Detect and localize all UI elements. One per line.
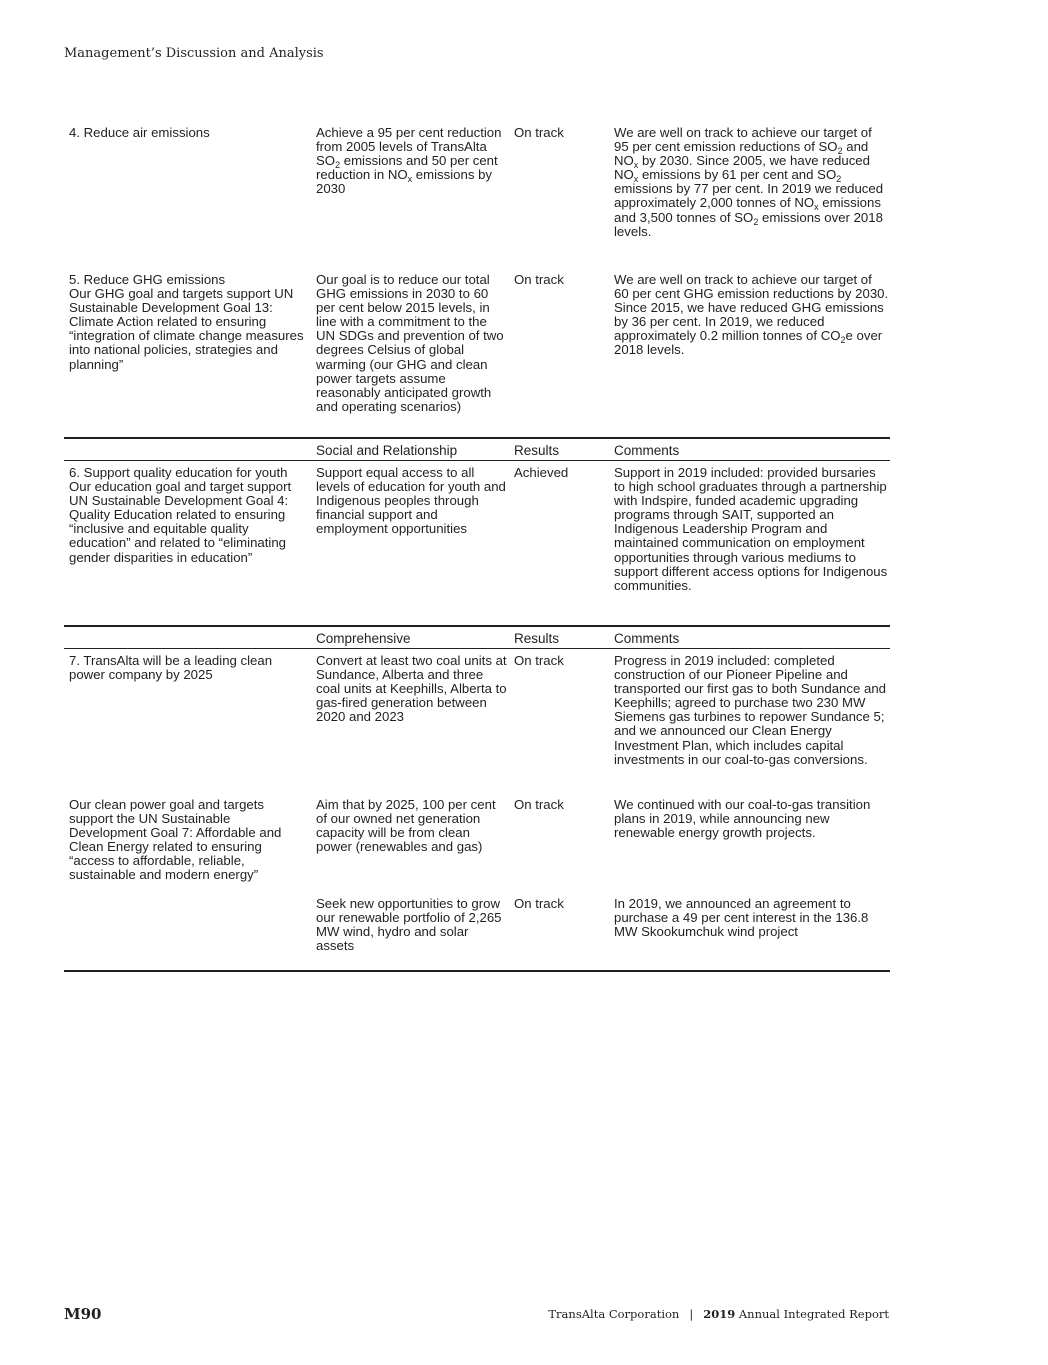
goal-ghg-description: Our GHG goal and targets support UN Sustainable Development Goal 13: Climate Action related to ensuring “integration of climate change measures into national policies, strategies and planning” <box>69 286 304 372</box>
status-ghg-emissions: On track <box>514 272 564 287</box>
section-header-rule <box>64 648 890 649</box>
comment-ghg-emissions: We are well on track to achieve our target of 60 per cent GHG emission reductions by 2030. Since 2015, we have reduced GHG emissions by 36 per cent. In 2019, we reduced approximately 0.2 million tonnes of $CO_2e$ over 2018 levels. <box>614 272 889 358</box>
comment-coal-to-gas: Progress in 2019 included: completed construction of our Pioneer Pipeline and transported our first gas to both Sundance and Keephills; agreed to purchase two 230 MW Siemens gas turbines to repower Sundance 5; and we announced our Clean Energy Investment Plan, which includes capital investments in our coal-to-gas conversions. <box>614 653 886 767</box>
target-clean-capacity: Aim that by 2025, 100 per cent of our owned net generation capacity will be from clean power (renewables and gas) <box>316 797 496 855</box>
goal-clean-power-sdg: Our clean power goal and targets support the UN Sustainable Development Goal 7: Affordable and Clean Energy related to ensuring “access to affordable, reliable, sustainable and modern energy” <box>69 797 282 883</box>
section-header-category: Social and Relationship <box>316 443 458 458</box>
footer-company: TransAlta Corporation <box>548 1307 680 1321</box>
footer-report-info <box>548 1307 889 1321</box>
section-header-comments: Comments <box>614 631 680 646</box>
goal-education-description: Our education goal and target support UN Sustainable Development Goal 4: Quality Education related to ensuring “inclusive and equitable quality education” and related to “eliminating gender disparities in education” <box>69 479 292 565</box>
section-rule-top <box>64 625 890 627</box>
status-quality-education: Achieved <box>514 465 569 480</box>
goal-education-title: 6. Support quality education for youth <box>69 465 288 480</box>
target-air-emissions: Achieve a 95 per cent reduction from 2005 levels of TransAlta $SO_2$ emissions and 50 per cent reduction in $NO_x$ emissions by 2030 <box>316 125 502 197</box>
section-header-comments: Comments <box>614 443 680 458</box>
goal-ghg-emissions <box>69 273 307 372</box>
page-number: M90 <box>64 1305 102 1323</box>
footer-separator: | <box>689 1307 694 1321</box>
comment-clean-capacity: We continued with our coal-to-gas transition plans in 2019, while announcing new renewable energy growth projects. <box>614 797 871 841</box>
status-renewable-portfolio: On track <box>514 896 564 911</box>
footer-report-name: Annual Integrated Report <box>738 1307 889 1321</box>
goal-ghg-title: 5. Reduce GHG emissions <box>69 272 226 287</box>
table-bottom-rule <box>64 970 890 972</box>
goal-air-emissions: 4. Reduce air emissions <box>69 125 210 140</box>
target-coal-to-gas: Convert at least two coal units at Sundance, Alberta and three coal units at Keephills, Alberta to gas-fired generation between 2020 and 2023 <box>316 653 507 725</box>
status-clean-capacity: On track <box>514 797 564 812</box>
section-header-results: Results <box>514 443 560 458</box>
comment-renewable-portfolio: In 2019, we announced an agreement to purchase a 49 per cent interest in the 136.8 MW Skookumchuk wind project <box>614 896 869 940</box>
comment-quality-education: Support in 2019 included: provided bursaries to high school graduates through a partnership with Indspire, funded academic upgrading programs through SAIT, supported an Indigenous Leadership Program and maintained communication on employment opportunities through various mediums to support different access options for Indigenous communities. <box>614 465 888 593</box>
section-header-rule <box>64 460 890 461</box>
target-ghg-emissions: Our goal is to reduce our total GHG emissions in 2030 to 60 per cent below 2015 levels, in line with a commitment to the UN SDGs and prevention of two degrees Celsius of global warming (our GHG and clean power targets assume reasonably anticipated growth and operating scenarios) <box>316 272 504 414</box>
comment-air-emissions: We are well on track to achieve our target of 95 per cent emission reductions of $SO_2$ and $NO_x$ by 2030. Since 2005, we have reduced $NO_x$ emissions by 61 per cent and $SO_2$ emissions by 77 per cent. In 2019 we reduced approximately 2,000 tonnes of $NO_x$ emissions and 3,500 tonnes of $SO_2$ emissions over 2018 levels. <box>614 125 884 239</box>
status-coal-to-gas: On track <box>514 653 564 668</box>
page-header-title: Management’s Discussion and Analysis <box>64 46 324 61</box>
target-renewable-portfolio: Seek new opportunities to grow our renewable portfolio of 2,265 MW wind, hydro and solar assets <box>316 896 502 954</box>
footer-year: 2019 <box>703 1307 736 1321</box>
section-header-category: Comprehensive <box>316 631 411 646</box>
goal-quality-education <box>69 466 307 565</box>
status-air-emissions: On track <box>514 125 564 140</box>
section-header-results: Results <box>514 631 560 646</box>
target-quality-education: Support equal access to all levels of education for youth and Indigenous peoples through financial support and employment opportunities <box>316 465 506 537</box>
goal-clean-power: 7. TransAlta will be a leading clean power company by 2025 <box>69 653 273 683</box>
section-rule-top <box>64 437 890 439</box>
